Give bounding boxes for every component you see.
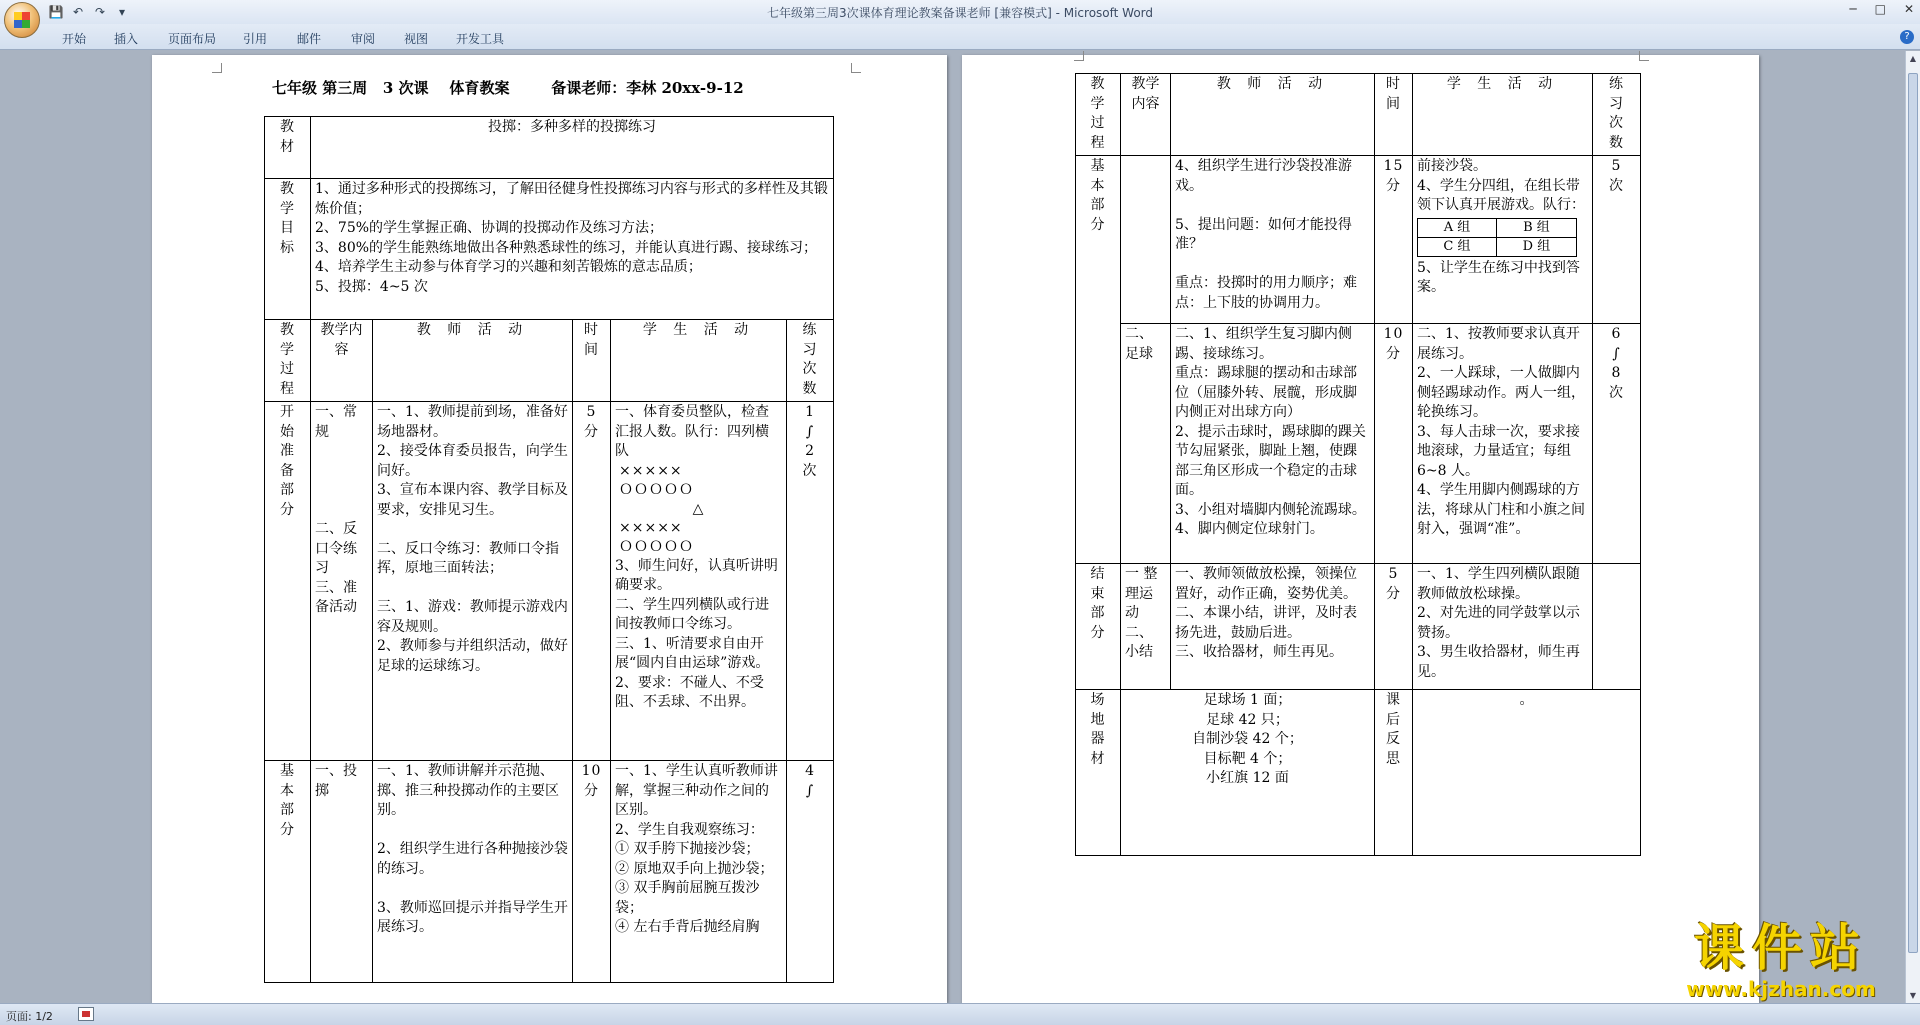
start-teacher-activity: 一、1、教师提前到场，准备好场地器材。 2、接受体育委员报告，向学生问好。 3、宣布本课内容、教学目标及要求，安排见习生。 二、反口令练习：教师口令指挥，原地三面转法； 三、1、游戏：教师提示游戏内容及规则。 2、教师参与并组织活动，做好足球的运球练习。 <box>373 402 573 761</box>
formation-row: ＯＯＯＯＯ <box>619 481 694 498</box>
soccer-teacher-activity: 二、1、组织学生复习脚内侧踢、接球练习。 重点：踢球腿的摆动和击球部位（屈膝外转、展髋，形成脚内侧正对出球方向） 2、提示击球时，踢球脚的踝关节勾屈紧张，脚趾上翘，使踝部三角区形成一个稳定的击球面。 3、小组对墙脚内侧轮流踢球。 4、脚内侧定位球射门。 <box>1171 324 1375 564</box>
start-section-label: 开 始 准 备 部 分 <box>280 404 295 518</box>
office-button[interactable] <box>4 2 40 38</box>
basic-section-label: 基 本 部 分 <box>1090 158 1106 233</box>
start-student-intro: 一、体育委员整队，检查汇报人数。队行：四列横队 <box>615 404 769 459</box>
soccer-reps: 6 ∫ 8 次 <box>1609 326 1624 401</box>
start-reps-cell <box>787 402 834 761</box>
venue-item: 目标靶 4 个； <box>1203 750 1292 767</box>
header-time <box>1375 74 1413 156</box>
watermark-url: www.kjzhan.com <box>1686 977 1876 1001</box>
header-reps-text: 练 习 次 数 <box>1609 76 1624 151</box>
header-content <box>1121 74 1171 156</box>
goals-cell <box>311 179 834 320</box>
vertical-scrollbar[interactable] <box>1905 51 1920 1003</box>
header-time-text: 时 间 <box>584 322 599 358</box>
goals-label: 教 学 目 标 <box>280 181 295 256</box>
scroll-down-icon[interactable]: ▼ <box>1909 991 1917 1000</box>
header-process-text: 教 学 过 程 <box>280 322 295 397</box>
reflection-cell: 。 <box>1413 690 1641 856</box>
title-bar <box>0 0 1920 24</box>
crop-mark <box>1639 51 1649 61</box>
basic-content: 一、投掷 <box>311 761 373 983</box>
goal-item: 3、80%的学生能熟练地做出各种熟悉球性的练习，并能认真进行踢、接球练习； <box>315 239 818 256</box>
customize-qat-icon[interactable]: ▾ <box>118 5 126 19</box>
header-process <box>265 320 311 402</box>
throw-cont-time-cell <box>1375 156 1413 324</box>
throw-cont-reps-cell <box>1593 156 1641 324</box>
header-reps <box>1593 74 1641 156</box>
start-student-activity <box>611 402 787 761</box>
goals-label-cell <box>265 179 311 320</box>
group-cell: D 组 <box>1496 237 1576 256</box>
group-cell: B 组 <box>1496 218 1576 237</box>
basic-section-label-cell <box>1076 156 1121 564</box>
basic-time: 10 分 <box>581 763 602 799</box>
reflection-label-cell <box>1375 690 1413 856</box>
end-student-activity: 一、1、学生四列横队跟随教师做放松球操。 2、对先进的同学鼓掌以示赞扬。 3、男生收拾器材，师生再见。 <box>1413 564 1593 690</box>
basic-section-label-cell <box>265 761 311 983</box>
tab-page-layout[interactable]: 页面布局 <box>168 32 217 46</box>
reflection-label: 课 后 反 思 <box>1386 692 1401 767</box>
header-content <box>311 320 373 402</box>
tab-mailings[interactable]: 邮件 <box>297 32 322 46</box>
basic-teacher-activity: 一、1、教师讲解并示范抛、掷、推三种投掷动作的主要区别。 2、组织学生进行各种抛接沙袋的练习。 3、教师巡回提示并指导学生开展练习。 <box>373 761 573 983</box>
goal-item: 2、75%的学生掌握正确、协调的投掷动作及练习方法； <box>315 220 664 236</box>
office-logo-icon <box>14 12 30 28</box>
throw-cont-reps: 5 次 <box>1609 158 1624 194</box>
start-reps: 1 ∫ 2 次 <box>802 404 818 479</box>
formation-diagram <box>615 462 782 557</box>
tab-developer[interactable]: 开发工具 <box>456 32 505 46</box>
start-time-cell <box>573 402 611 761</box>
textbook-label: 教 材 <box>280 119 295 155</box>
maximize-icon[interactable]: □ <box>1874 2 1886 16</box>
teacher-position-icon: △ <box>692 500 705 517</box>
basic-reps: 4 ∫ <box>805 763 815 799</box>
formation-row: ××××× <box>619 519 683 536</box>
throw-cont-student-bottom: 5、让学生在练习中找到答案。 <box>1417 259 1580 295</box>
basic-time-cell <box>573 761 611 983</box>
document-heading: 七年级 第三周 3 次课 体育教案 备课老师：李林 20xx-9-12 <box>272 79 744 97</box>
header-teacher: 教 师 活 动 <box>373 320 573 402</box>
formation-row: ＯＯＯＯＯ <box>619 538 694 555</box>
save-icon[interactable]: 💾 <box>48 5 64 19</box>
close-icon[interactable]: ✕ <box>1903 2 1914 16</box>
start-time: 5 分 <box>584 404 599 440</box>
basic-section-label: 基 本 部 分 <box>280 763 295 838</box>
page-indicator[interactable]: 页面: 1/2 <box>6 1010 53 1023</box>
throw-cont-content <box>1121 156 1171 324</box>
basic-reps-cell <box>787 761 834 983</box>
end-teacher-activity: 一、教师领做放松操，领操位置好，动作正确，姿势优美。 二、本课小结，讲评，及时表扬先进，鼓励后进。 三、收拾器材，师生再见。 <box>1171 564 1375 690</box>
throw-cont-teacher-activity: 4、组织学生进行沙袋投准游戏。 5、提出问题：如何才能投得准？ 重点：投掷时的用力顺序；难点：上下肢的协调用力。 <box>1171 156 1375 324</box>
header-teacher: 教 师 活 动 <box>1171 74 1375 156</box>
spelling-check-icon[interactable] <box>78 1007 94 1021</box>
header-reps-text: 练 习 次 数 <box>802 322 818 397</box>
group-cell: C 组 <box>1418 237 1497 256</box>
venue-item: 足球 42 只； <box>1206 711 1289 728</box>
scroll-up-icon[interactable]: ▲ <box>1909 54 1917 63</box>
crop-mark <box>1074 51 1084 61</box>
end-section-label-cell <box>1076 564 1121 690</box>
goal-item: 4、培养学生主动参与体育学习的兴趣和刻苦锻炼的意志品质； <box>315 259 702 275</box>
status-bar <box>0 1003 1920 1025</box>
header-time-text: 时 间 <box>1386 76 1401 112</box>
crop-mark <box>851 63 861 73</box>
tab-review[interactable]: 审阅 <box>351 32 376 46</box>
start-student-rest: 3、师生问好，认真听讲明确要求。 二、学生四列横队或行进间按教师口令练习。 三、1、听清要求自由开展“圆内自由运球”游戏。 2、要求：不碰人、不受阻、不丢球、不出界。 <box>615 557 778 710</box>
throw-cont-student-activity <box>1413 156 1593 324</box>
goal-item: 1、通过多种形式的投掷练习，了解田径健身性投掷练习内容与形式的多样性及其锻炼价值； <box>315 181 828 217</box>
header-student: 学 生 活 动 <box>611 320 787 402</box>
undo-icon[interactable]: ↶ <box>72 5 84 19</box>
window-controls <box>1849 2 1914 16</box>
watermark-title: 课件站 <box>1694 919 1868 977</box>
group-cell: A 组 <box>1418 218 1497 237</box>
scrollbar-thumb[interactable] <box>1908 73 1918 953</box>
minimize-icon[interactable]: ─ <box>1849 2 1857 16</box>
ribbon-tabs <box>0 24 1920 50</box>
end-content: 一 整理运动 二、小结 <box>1121 564 1171 690</box>
venue-label: 场 地 器 材 <box>1090 692 1106 767</box>
venue-items-cell <box>1121 690 1375 856</box>
end-time-cell <box>1375 564 1413 690</box>
lesson-plan-table-page1 <box>264 116 834 983</box>
crop-mark <box>212 63 222 73</box>
watermark-logo <box>1666 919 1896 1001</box>
soccer-time-cell <box>1375 324 1413 564</box>
redo-icon[interactable]: ↷ <box>94 5 106 19</box>
lesson-plan-table-page2 <box>1075 73 1641 856</box>
venue-item: 足球场 1 面； <box>1203 692 1292 708</box>
soccer-content: 二、足球 <box>1121 324 1171 564</box>
basic-student-activity: 一、1、学生认真听教师讲解，掌握三种动作之间的区别。 2、学生自我观察练习： ① 双手胯下抛接沙袋； ② 原地双手向上抛沙袋； ③ 双手胸前屈腕互拨沙袋； ④ 左右手背后抛经肩胸 <box>611 761 787 983</box>
end-time: 5 分 <box>1386 566 1401 602</box>
header-content-text: 教学内容 <box>1131 76 1160 112</box>
tab-view[interactable]: 视图 <box>404 32 429 46</box>
window-title: 七年级第三周3次课体育理论教案备课老师 [兼容模式] - Microsoft Word <box>766 6 1154 20</box>
throw-cont-time: 15 分 <box>1383 158 1404 194</box>
header-time <box>573 320 611 402</box>
formation-row: ××××× <box>619 462 683 479</box>
header-content-text: 教学内容 <box>320 322 363 358</box>
end-reps-cell <box>1593 564 1641 690</box>
textbook-label-cell <box>265 117 311 179</box>
group-formation-table <box>1417 218 1577 257</box>
goal-item: 5、投掷：4~5 次 <box>315 278 428 295</box>
venue-item: 小红旗 12 面 <box>1206 770 1289 786</box>
venue-item: 自制沙袋 42 个； <box>1192 731 1303 747</box>
start-section-label-cell <box>265 402 311 761</box>
end-section-label: 结 束 部 分 <box>1090 566 1106 641</box>
tab-insert[interactable]: 插入 <box>114 32 139 46</box>
header-process <box>1076 74 1121 156</box>
soccer-reps-cell <box>1593 324 1641 564</box>
soccer-time: 10 分 <box>1383 326 1404 362</box>
textbook-content: 投掷：多种多样的投掷练习 <box>488 119 657 135</box>
header-process-text: 教 学 过 程 <box>1090 76 1106 151</box>
venue-label-cell <box>1076 690 1121 856</box>
soccer-student-activity: 二、1、按教师要求认真开展练习。 2、一人踩球，一人做脚内侧轻踢球动作。两人一组，轮换练习。 3、每人击球一次，要求接地滚球，力量适宜；每组 6~8 人。 4、学生用脚内侧踢球的方法，将球从门柱和小旗之间射入，强调“准”。 <box>1413 324 1593 564</box>
help-icon[interactable]: ? <box>1900 30 1914 44</box>
tab-references[interactable]: 引用 <box>243 32 268 46</box>
throw-cont-student-top: 前接沙袋。 4、学生分四组，在组长带领下认真开展游戏。队行： <box>1417 158 1585 213</box>
textbook-content-cell <box>311 117 834 179</box>
header-reps <box>787 320 834 402</box>
header-student: 学 生 活 动 <box>1413 74 1593 156</box>
tab-home[interactable]: 开始 <box>62 32 87 46</box>
start-content: 一、常规 二、反口令练习 三、准备活动 <box>311 402 373 761</box>
